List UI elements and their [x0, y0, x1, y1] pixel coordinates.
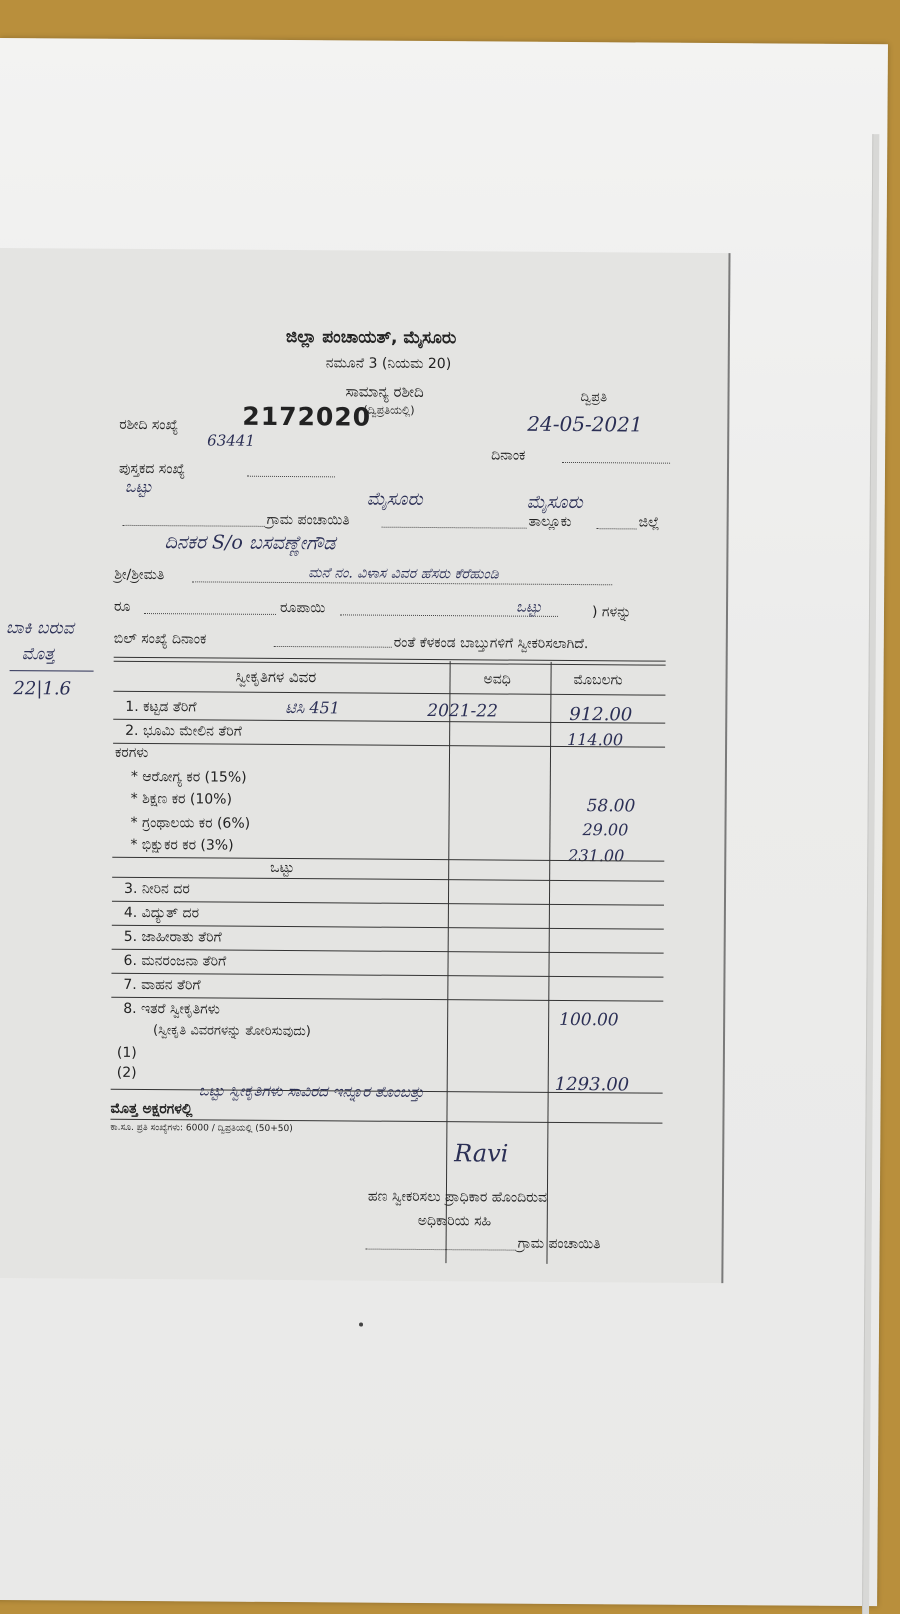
book-no-dotted-line: [247, 476, 335, 478]
row-education-cess-amount: 58.00: [586, 796, 636, 817]
rupees-suffix: ) ಗಳನ್ನು: [591, 604, 632, 621]
row-other-receipts: 8. ಇತರೆ ಸ್ವೀಕೃತಿಗಳು: [123, 1000, 220, 1018]
district-label: ಜಿಲ್ಲೆ: [638, 514, 660, 531]
rupees-words-label: ರೂಪಾಯಿ: [279, 599, 326, 617]
table-top-rule-2: [114, 661, 666, 666]
row-cesses-heading: ಕರಗಳು: [114, 744, 149, 762]
signature-line-2: ಅಧಿಕಾರಿಯ ಸಹಿ: [417, 1212, 492, 1230]
col-header-details: ಸ್ವೀಕೃತಿಗಳ ವಿವರ: [235, 667, 317, 687]
book-no-handwritten: ಒಟ್ಟು: [124, 476, 153, 497]
book-no-label: ಪುಸ್ತಕದ ಸಂಖ್ಯೆ: [118, 460, 186, 478]
row-beggary-cess-amount: 231.00: [568, 845, 625, 866]
row-entertainment-tax: 6. ಮನರಂಜನಾ ತೆರಿಗೆ: [123, 952, 227, 970]
print-details: ಕಾ.ಸೂ. ಪ್ರತಿ ಸಂಖ್ಯೆಗಳು: 6000 / ದ್ವಿಪ್ರತಿಯಲ್ಲಿ (50+50): [110, 1122, 293, 1135]
rupees-handwritten: ಒಟ್ಟು: [515, 597, 542, 616]
row-vehicle-tax: 7. ವಾಹನ ತೆರಿಗೆ: [123, 976, 201, 994]
col-header-amount: ಮೊಬಲಗು: [573, 672, 623, 689]
sub-item-2: (2): [116, 1064, 137, 1081]
signature-line-1: ಹಣ ಸ್ವೀಕರಿಸಲು ಪ್ರಾಧಿಕಾರ ಹೊಂದಿರುವ: [367, 1188, 548, 1206]
taluk-label: ತಾಲ್ಲೂಕು: [528, 513, 572, 531]
taluk-dotted-line: [382, 527, 527, 529]
table-col-divider-2: [546, 662, 551, 1264]
table-col-divider-1: [445, 661, 450, 1263]
name-handwritten: ಮನೆ ನಂ. ವಿಳಾಸ ವಿವರ ಹೆಸರು ಕೆರೆಹುಂಡಿ: [308, 565, 499, 583]
amount-in-words-label: ಮೊತ್ತ ಅಕ್ಷರಗಳಲ್ಲಿ: [110, 1100, 193, 1118]
gp-dotted-line: [123, 525, 265, 527]
form-number: ನಮೂನೆ 3 (ನಿಯಮ 20): [325, 355, 452, 373]
other-receipts-note: (ಸ್ವೀಕೃತಿ ವಿವರಗಳನ್ನು ತೋರಿಸುವುದು): [153, 1023, 311, 1040]
row-building-tax-period: 2021-22: [427, 700, 499, 722]
row-education-cess: * ಶಿಕ್ಷಣ ಕರ (10%): [130, 790, 233, 808]
row-land-tax: 2. ಭೂಮಿ ಮೇಲಿನ ತೆರಿಗೆ: [125, 722, 242, 740]
row-library-cess-amount: 29.00: [582, 820, 629, 840]
signature-line-3: ಗ್ರಾಮ ಪಂಚಾಯಿತಿ: [517, 1235, 601, 1253]
copy-note: (ದ್ವಿಪ್ರತಿಯಲ್ಲಿ): [363, 403, 415, 417]
speck: [359, 1323, 363, 1327]
receipt-no-label: ರಶೀದಿ ಸಂಖ್ಯೆ: [119, 416, 179, 434]
page-edge: [862, 134, 879, 1614]
receipt-photocopy: [0, 248, 731, 1283]
row-subtotal: ಒಟ್ಟು: [270, 859, 295, 877]
rupees-label: ರೂ: [113, 598, 131, 615]
signature-dotted-line: [366, 1249, 516, 1251]
signature: Ravi: [454, 1139, 509, 1168]
row-other-receipts-amount: 100.00: [559, 1009, 619, 1031]
name-label: ಶ್ರೀ/ಶ್ರೀಮತಿ: [114, 566, 165, 584]
address-handwritten: ದಿನಕರ S/o ಬಸವಣ್ಣೇಗೌಡ: [164, 531, 336, 555]
row-water-rate: 3. ನೀರಿನ ದರ: [124, 880, 190, 898]
row-building-tax-amount: 912.00: [569, 703, 633, 726]
row-electricity-rate: 4. ವಿದ್ಯುತ್ ದರ: [123, 904, 200, 922]
gp-label: ಗ್ರಾಮ ಪಂಚಾಯಿತಿ: [266, 511, 350, 529]
paper-sheet: [0, 38, 888, 1606]
bill-dotted-line: [274, 646, 392, 648]
row-building-tax: 1. ಕಟ್ಟಡ ತೆರಿಗೆ: [125, 698, 197, 716]
margin-note-line-3: 22|1.6: [13, 678, 72, 700]
total-in-words-handwritten: ಒಟ್ಟು ಸ್ವೀಕೃತಿಗಳು ಸಾವಿರದ ಇನ್ನೂರ ತೊಂಬತ್ತು: [198, 1081, 425, 1101]
row-building-tax-note: ಟಿಸಿ 451: [285, 698, 340, 718]
date-handwritten: 24-05-2021: [527, 411, 643, 437]
district-handwritten: ಮೈಸೂರು: [526, 491, 583, 514]
col-header-period: ಅವಧಿ: [483, 671, 511, 688]
row-library-cess: * ಗ್ರಂಥಾಲಯ ಕರ (6%): [130, 814, 251, 832]
bill-line-label: ಬಿಲ್ ಸಂಖ್ಯೆ ದಿನಾಂಕ: [113, 630, 207, 648]
taluk-handwritten: ಮೈಸೂರು: [366, 488, 423, 510]
bill-line-end: ರಂತೆ ಕೆಳಕಂಡ ಬಾಬ್ತುಗಳಿಗೆ ಸ್ವೀಕರಿಸಲಾಗಿದೆ.: [393, 634, 589, 653]
district-dotted-line: [597, 528, 637, 529]
duplicate-label: ದ್ವಿಪ್ರತಿ: [580, 390, 608, 406]
row-rule: [112, 877, 664, 882]
table-header-rule: [113, 691, 665, 696]
row-advertisement-tax: 5. ಜಾಹೀರಾತು ತೆರಿಗೆ: [123, 928, 222, 946]
row-health-cess: * ಆರೋಗ್ಯ ಕರ (15%): [130, 768, 247, 786]
receipt-no-handwritten: 63441: [207, 431, 255, 450]
row-beggary-cess: * ಭಿಕ್ಷುಕರ ಕರ (3%): [130, 836, 234, 854]
date-dotted-line: [562, 462, 670, 464]
margin-note-line-2: ಮೊತ್ತ: [21, 644, 55, 665]
receipt-number: 2172020: [242, 401, 372, 432]
name-dotted-line: [192, 581, 612, 585]
receipt-type: ಸಾಮಾನ್ಯ ರಶೀದಿ: [345, 382, 424, 401]
margin-note-line-1: ಬಾಕಿ ಬರುವ: [5, 618, 74, 639]
receipt-title: ಜಿಲ್ಲಾ ಪಂಚಾಯತ್, ಮೈಸೂರು: [285, 327, 457, 349]
sub-item-1: (1): [116, 1044, 137, 1061]
rupees-dotted-line: [144, 613, 276, 615]
row-land-tax-amount: 114.00: [567, 729, 624, 750]
date-label: ದಿನಾಂಕ: [491, 447, 526, 464]
total-amount: 1293.00: [554, 1073, 630, 1096]
